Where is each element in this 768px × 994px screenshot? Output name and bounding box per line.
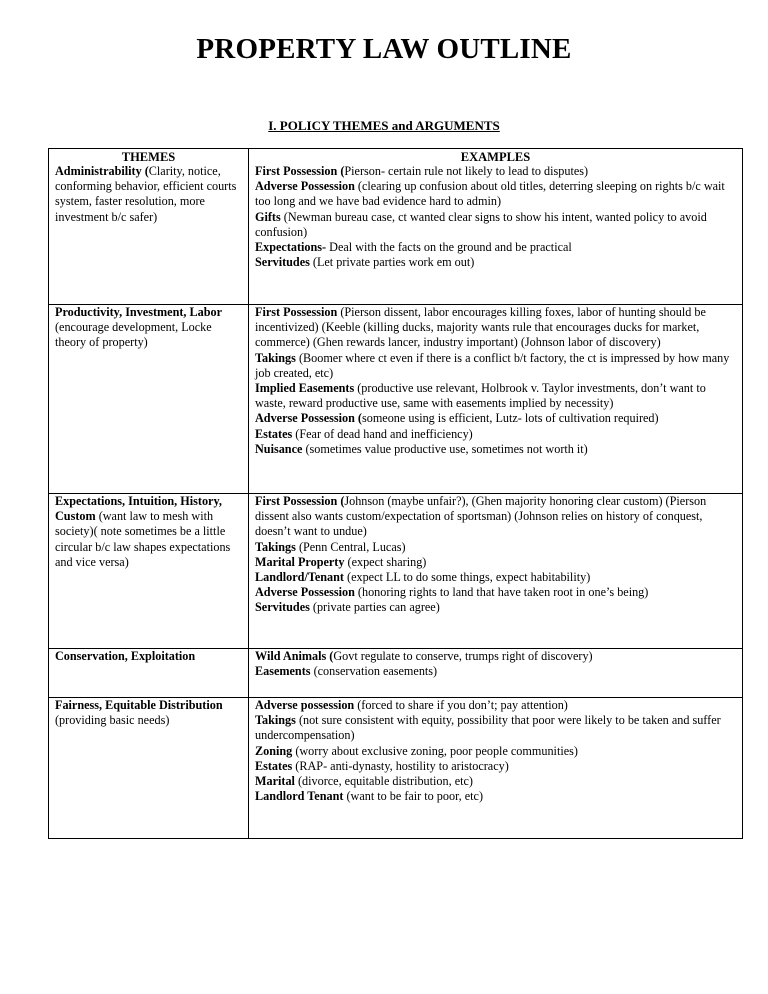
example-entry [255,570,736,585]
theme-cell [49,494,249,649]
example-text: (forced to share if you don’t; pay attention) [354,698,568,712]
example-term: Marital [255,774,295,789]
example-term: Adverse possession [255,698,355,712]
example-entry [255,164,736,179]
example-term: Marital Property [255,554,345,569]
example-term: First Possession ( [255,164,345,178]
example-term: Estates [255,426,293,441]
example-entry [255,789,736,804]
example-text: (expect sharing) [344,554,427,569]
example-entry [255,494,736,540]
example-entry [255,240,736,255]
example-text: (clearing up confusion about old titles, deterring sleeping on rights b/c wait too long and we have bad evidence hard to admin) [255,179,725,209]
example-text: (divorce, equitable distribution, etc) [294,774,473,789]
example-text: (worry about exclusive zoning, poor people communities) [292,743,578,758]
example-term: Easements [255,664,311,679]
example-text: (conservation easements) [310,664,438,679]
example-entry [255,744,736,759]
example-text: (Let private parties work em out) [309,255,475,270]
theme-cell [49,698,249,839]
example-entry [255,411,736,426]
example-text: Johnson (maybe unfair?), (Ghen majority honoring clear custom) (Pierson dissent also wants custom/expectation of sportsman) (Johnson relies on history of conquest, doesn’t want to undue) [255,494,707,539]
example-text: (Penn Central, Lucas) [295,539,406,554]
example-term: Wild Animals ( [255,649,334,663]
example-entry [255,600,736,615]
policy-themes-table [48,148,743,839]
table-row [49,305,743,494]
example-entry [255,555,736,570]
example-text: Deal with the facts on the ground and be practical [326,240,572,255]
example-term: Implied Easements [255,381,355,396]
theme-description: Clarity, notice, conforming behavior, efficient courts system, faster resolution, more investment b/c safer) [55,164,237,224]
example-text: someone using is efficient, Lutz- lots of cultivation required) [361,411,659,426]
example-text: (sometimes value productive use, sometimes not worth it) [302,441,588,456]
examples-cell [249,305,743,494]
example-term: First Possession [255,305,338,319]
theme-name: Productivity, Investment, Labor [55,305,223,319]
example-entry [255,210,736,240]
example-text: (RAP- anti-dynasty, hostility to aristocracy) [292,758,509,773]
example-term: Landlord Tenant [255,789,344,804]
example-term: Takings [255,539,296,554]
theme-name: Administrability ( [55,164,149,178]
section-heading: I. POLICY THEMES and ARGUMENTS [268,118,500,133]
example-entry [255,713,736,743]
example-entry [255,255,736,270]
table-row [49,698,743,839]
example-text: (Newman bureau case, ct wanted clear signs to show his intent, wanted policy to avoid confusion) [255,209,707,239]
example-entry [255,698,736,713]
example-term: Adverse Possession ( [255,411,362,426]
example-entry [255,759,736,774]
example-entry [255,305,736,351]
example-term: Zoning [255,743,293,758]
example-text: (Boomer where ct even if there is a conflict b/t factory, the ct is impressed by how many job created, etc) [255,350,730,380]
example-term: Servitudes [255,255,310,270]
theme-description: (providing basic needs) [55,713,170,728]
theme-cell [49,164,249,305]
example-text: (productive use relevant, Holbrook v. Taylor investments, don’t want to waste, reward productive use, same with easements implied by necessity) [255,381,706,411]
example-text: Govt regulate to conserve, trumps right of discovery) [333,649,593,663]
example-term: Expectations- [255,240,327,255]
example-entry [255,179,736,209]
example-term: Adverse Possession [255,179,355,194]
examples-cell [249,649,743,698]
example-term: Adverse Possession [255,585,355,600]
example-text: (expect LL to do some things, expect habitability) [343,570,591,585]
table-row [49,494,743,649]
theme-name: Fairness, Equitable Distribution [55,698,223,712]
example-entry [255,585,736,600]
theme-name: Expectations, Intuition, History, Custom [55,494,222,524]
example-entry [255,649,736,664]
examples-cell [249,698,743,839]
example-term: Servitudes [255,600,310,615]
example-term: Estates [255,758,293,773]
table-row [49,164,743,305]
example-text: (private parties can agree) [309,600,440,615]
example-text: (honoring rights to land that have taken root in one’s being) [354,585,649,600]
examples-cell [249,164,743,305]
example-term: Landlord/Tenant [255,570,344,585]
header-themes: THEMES [49,149,249,165]
example-entry [255,540,736,555]
header-examples: EXAMPLES [249,149,743,165]
document-title: PROPERTY LAW OUTLINE [196,33,572,65]
example-entry [255,774,736,789]
example-entry [255,351,736,381]
table-row [49,649,743,698]
example-text: (not sure consistent with equity, possibility that poor were likely to be taken and suffer undercompensation) [255,713,721,743]
theme-cell [49,649,249,698]
example-text: (Fear of dead hand and inefficiency) [292,426,473,441]
example-term: Takings [255,350,296,365]
theme-description: (encourage development, Locke theory of property) [55,320,212,350]
table-header-row [49,149,743,165]
example-entry [255,664,736,679]
example-entry [255,381,736,411]
example-term: Takings [255,713,296,728]
examples-cell [249,494,743,649]
example-term: Gifts [255,209,281,224]
theme-description: (want law to mesh with society)( note sometimes be a little circular b/c law shapes expectations and vice versa) [55,509,231,569]
example-term: Nuisance [255,441,303,456]
example-term: First Possession ( [255,494,345,508]
theme-cell [49,305,249,494]
example-text: (want to be fair to poor, etc) [343,789,484,804]
example-entry [255,427,736,442]
theme-name: Conservation, Exploitation [55,649,196,663]
example-entry [255,442,736,457]
example-text: (Pierson dissent, labor encourages killing foxes, labor of hunting should be incentivized) (Keeble (killing ducks, majority wants rule that encourages ducks for market, commerce) (Ghen rewards lancer, industry important) (Johnson labor of discovery) [255,305,706,350]
example-text: Pierson- certain rule not likely to lead to disputes) [344,164,589,178]
